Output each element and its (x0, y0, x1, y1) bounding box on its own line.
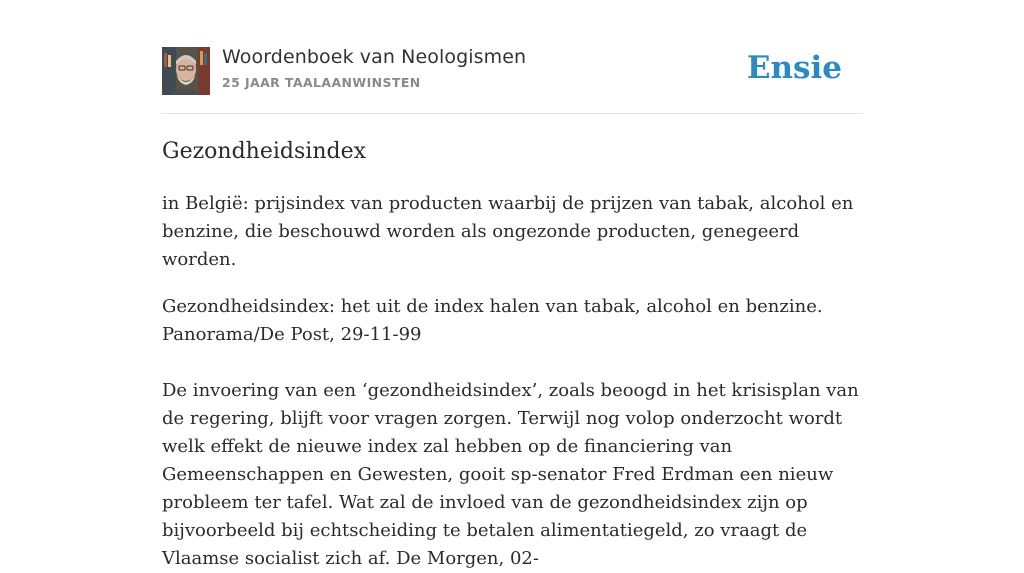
avatar-image (162, 47, 210, 95)
entry-content (162, 137, 862, 573)
quote-source: Panorama/De Post, 29-11-99 (162, 324, 422, 345)
site-title[interactable]: Woordenboek van Neologismen (222, 46, 527, 68)
author-avatar[interactable] (162, 47, 210, 95)
entry-definition: in België: prijsindex van producten waarbij de prijzen van tabak, alcohol en benzine, die beschouwd worden als ongezonde producten, genegeerd worden. (162, 193, 854, 270)
header-divider (162, 113, 862, 114)
entry-title: Gezondheidsindex (162, 139, 366, 164)
entry-citation: De invoering van een ‘gezondheidsindex’, zoals beoogd in het krisisplan van de regering, blijft voor vragen zorgen. Terwijl nog volop onderzocht wordt welk effekt de nieuwe index zal hebben op de financiering van Gemeenschappen en Gewesten, gooit sp-senator Fred Erdman een nieuw probleem ter tafel. Wat zal de invloed van de gezondheidsindex zijn op bijvoorbeeld bij echtscheiding te betalen alimentatiegeld, zo vraagt de Vlaamse socialist zich af. De Morgen, 02- (162, 380, 859, 569)
entry-quote (162, 293, 862, 349)
site-header (162, 46, 862, 96)
brand-logo[interactable]: Ensie (746, 50, 842, 86)
quote-text: Gezondheidsindex: het uit de index halen van tabak, alcohol en benzine. (162, 296, 823, 317)
site-subtitle: 25 JAAR TAALAANWINSTEN (222, 75, 421, 90)
